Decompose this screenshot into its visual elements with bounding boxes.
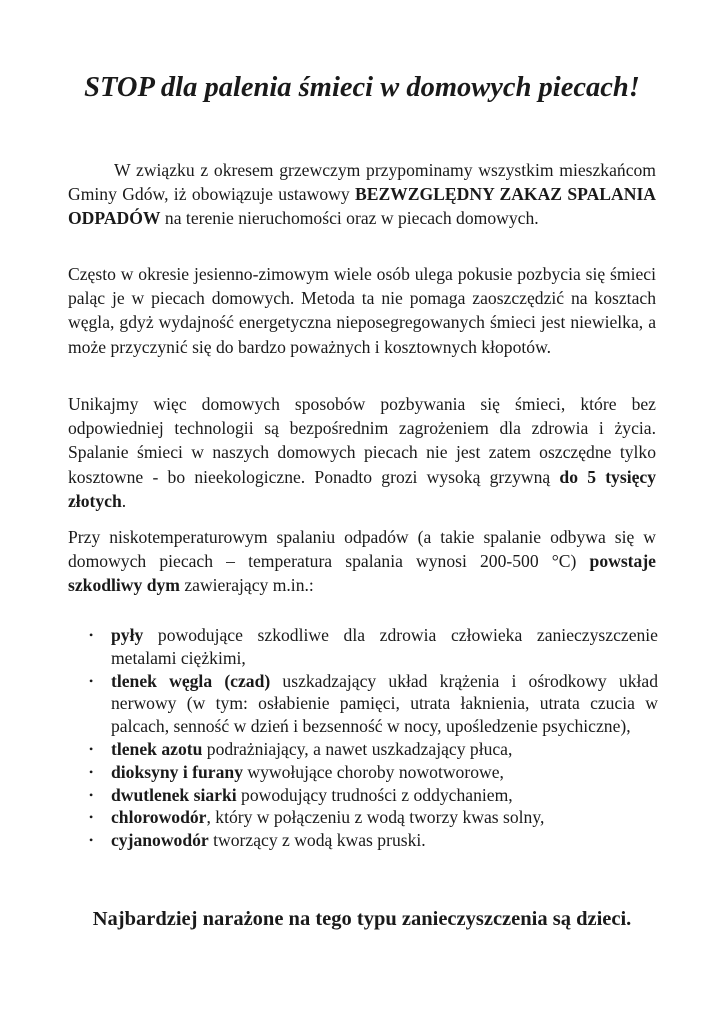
list-item (68, 670, 658, 738)
temptation-text: Często w okresie jesienno-zimowym wiele osób ulega pokusie pozbycia się śmieci paląc je w piecach domowych. Metoda ta nie pomaga zaoszczędzić na kosztach węgla, gdyż wydajność energetyczna nieposegregowanych śmieci jest niewielka, a może przyczynić się do bardzo poważnych i kosztownych kłopotów. (68, 264, 656, 357)
smoke-emphasis: powstaje szkodliwy dym (68, 551, 656, 596)
pollutant-description: uszkadzający układ krążenia i ośrodkowy układ nerwowy (w tym: osłabienie pamięci, utrata łaknienia, utrata czucia w palcach, senność w dzień i bezsenność w nocy, upośledzenie psychiczne), (111, 670, 658, 737)
bullet-icon: • (89, 741, 94, 756)
intro-paragraph (68, 158, 656, 231)
children-warning: Najbardziej narażone na tego typu zanieczyszczenia są dzieci. (92, 908, 632, 930)
list-item (68, 829, 658, 852)
pollutant-name: tlenek azotu (111, 738, 203, 759)
list-item (68, 806, 658, 829)
list-item (68, 738, 658, 761)
intro-text-start: W związku z okresem grzewczym przypominamy wszystkim mieszkańcom Gminy Gdów, iż obowiązuje ustawowy (68, 160, 656, 205)
pollutant-description: tworzący z wodą kwas pruski. (208, 830, 426, 851)
bullet-icon: • (89, 833, 94, 848)
pollutant-description: wywołujące choroby nowotworowe, (243, 761, 504, 782)
temptation-paragraph (68, 262, 656, 359)
pollutant-name: pyły (111, 625, 144, 645)
fine-text-end: . (121, 490, 127, 511)
pollutant-name: tlenek węgla (czad) (111, 670, 271, 691)
pollutant-name: dioksyny i furany (111, 761, 243, 782)
page-title: STOP dla palenia śmieci w domowych piecach! (84, 72, 640, 103)
intro-text-end: na terenie nieruchomości oraz w piecach domowych. (160, 208, 539, 229)
pollutant-name: cyjanowodór (111, 830, 209, 851)
smoke-text-start: Przy niskotemperaturowym spalaniu odpadów (a takie spalanie odbywa się w domowych piecach – temperatura spalania wynosi 200-500 °C) (68, 527, 656, 572)
intro-ban-emphasis: BEZWZGLĘDNY ZAKAZ SPALANIA ODPADÓW (68, 184, 656, 229)
pollutant-name: chlorowodór (111, 807, 207, 828)
bullet-icon: • (89, 673, 94, 688)
pollutant-description: , który w połączeniu z wodą tworzy kwas solny, (206, 807, 545, 828)
pollutant-list (68, 624, 658, 852)
pollutant-name: dwutlenek siarki (111, 784, 237, 805)
fine-paragraph (68, 392, 656, 513)
smoke-paragraph (68, 525, 656, 598)
list-item (68, 624, 658, 670)
fine-text-start: Unikajmy więc domowych sposobów pozbywania się śmieci, które bez odpowiedniej technologii są bezpośrednim zagrożeniem dla zdrowia i życia. Spalanie śmieci w naszych domowych piecach nie jest zatem oszczędne tylko kosztowne - bo nieekologiczne. Ponadto grozi wysoką grzywną (68, 394, 656, 487)
pollutant-description: powodujący trudności z oddychaniem, (236, 784, 513, 805)
bullet-icon: • (89, 764, 94, 779)
list-item (68, 784, 658, 807)
bullet-icon: • (89, 628, 94, 642)
pollutant-description: podrażniający, a nawet uszkadzający płuca, (202, 738, 513, 759)
fine-amount-emphasis: do 5 tysięcy złotych (68, 466, 657, 511)
pollutant-description: powodujące szkodliwe dla zdrowia człowieka zanieczyszczenie metalami ciężkimi, (111, 625, 658, 668)
list-item (68, 761, 658, 784)
bullet-icon: • (89, 810, 94, 825)
smoke-text-end: zawierający m.in.: (179, 575, 314, 596)
bullet-icon: • (89, 787, 94, 802)
